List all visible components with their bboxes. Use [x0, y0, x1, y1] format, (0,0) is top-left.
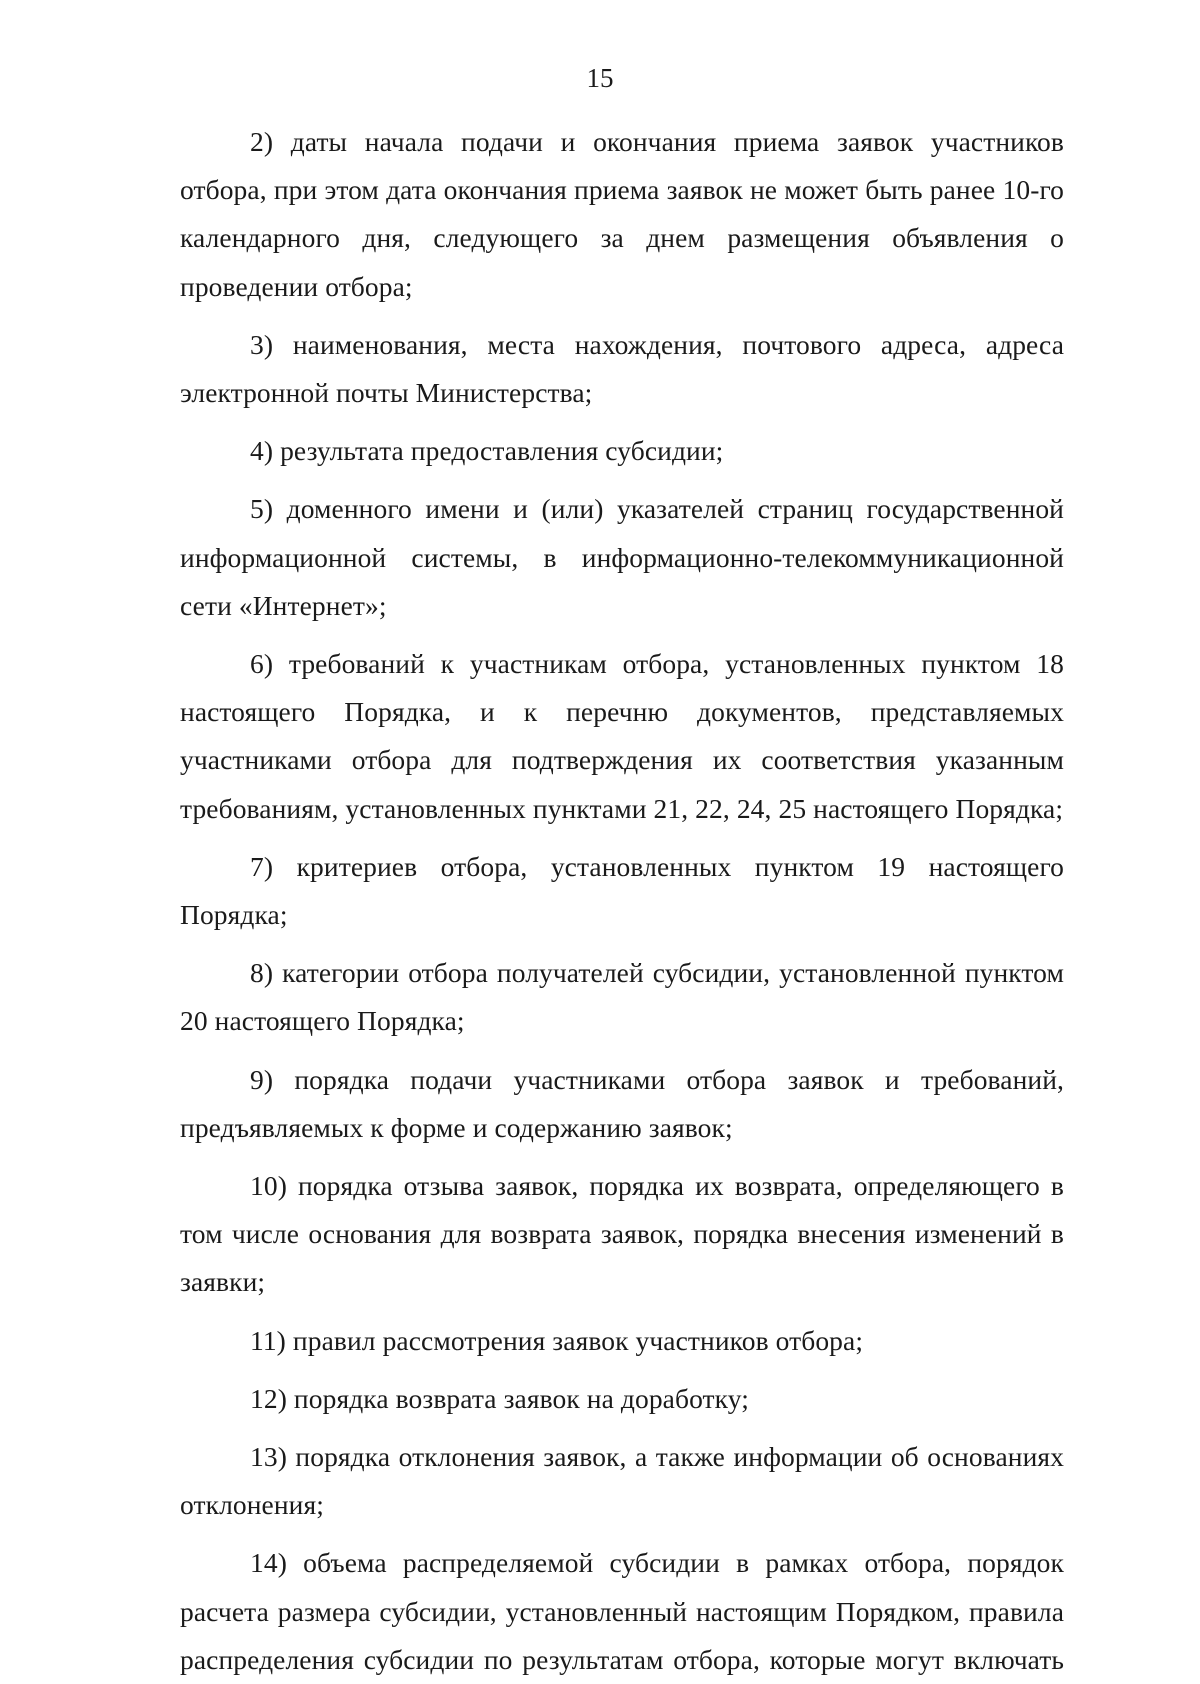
- page-number: 15: [586, 63, 614, 93]
- paragraph-item-7: 7) критериев отбора, установленных пунктом 19 настоящего Порядка;: [180, 850, 1064, 931]
- paragraph-item-8: 8) категории отбора получателей субсидии, установленной пунктом 20 настоящего Порядка;: [180, 957, 1064, 1037]
- paragraph-item-10: 10) порядка отзыва заявок, порядка их возврата, определяющего в том числе основания для возврата заявок, порядка внесения изменений в заявки;: [180, 1170, 1064, 1298]
- document-body: [180, 118, 1064, 1684]
- paragraph-item-5: 5) доменного имени и (или) указателей страниц государственной информационной системы, в информационно-телекоммуникационной сети «Интернет»;: [180, 493, 1064, 621]
- paragraph-item-13: 13) порядка отклонения заявок, а также информации об основаниях отклонения;: [180, 1441, 1064, 1521]
- paragraph-item-4: 4) результата предоставления субсидии;: [250, 435, 724, 467]
- paragraph-item-9: 9) порядка подачи участниками отбора заявок и требований, предъявляемых к форме и содержанию заявок;: [180, 1063, 1064, 1143]
- paragraph-item-14: 14) объема распределяемой субсидии в рамках отбора, порядок расчета размера субсидии, установленный настоящим Порядком, правила распределения субсидии по результатам отбора, которые могут включать: [180, 1547, 1064, 1675]
- paragraph-item-6: 6) требований к участникам отбора, установленных пунктом 18 настоящего Порядка, и к перечню документов, представляемых участниками отбора для подтверждения их соответствия указанным требованиям, установленных пунктами 21, 22, 24, 25 настоящего Порядка;: [180, 648, 1064, 824]
- paragraph-item-2: 2) даты начала подачи и окончания приема заявок участников отбора, при этом дата окончания приема заявок не может быть ранее 10-го календарного дня, следующего за днем размещения объявления о проведении отбора;: [180, 126, 1064, 302]
- paragraph-item-3: 3) наименования, места нахождения, почтового адреса, адреса электронной почты Министерства;: [180, 328, 1064, 409]
- paragraph-item-11: 11) правил рассмотрения заявок участников отбора;: [250, 1324, 864, 1356]
- paragraph-item-12: 12) порядка возврата заявок на доработку;: [250, 1382, 749, 1414]
